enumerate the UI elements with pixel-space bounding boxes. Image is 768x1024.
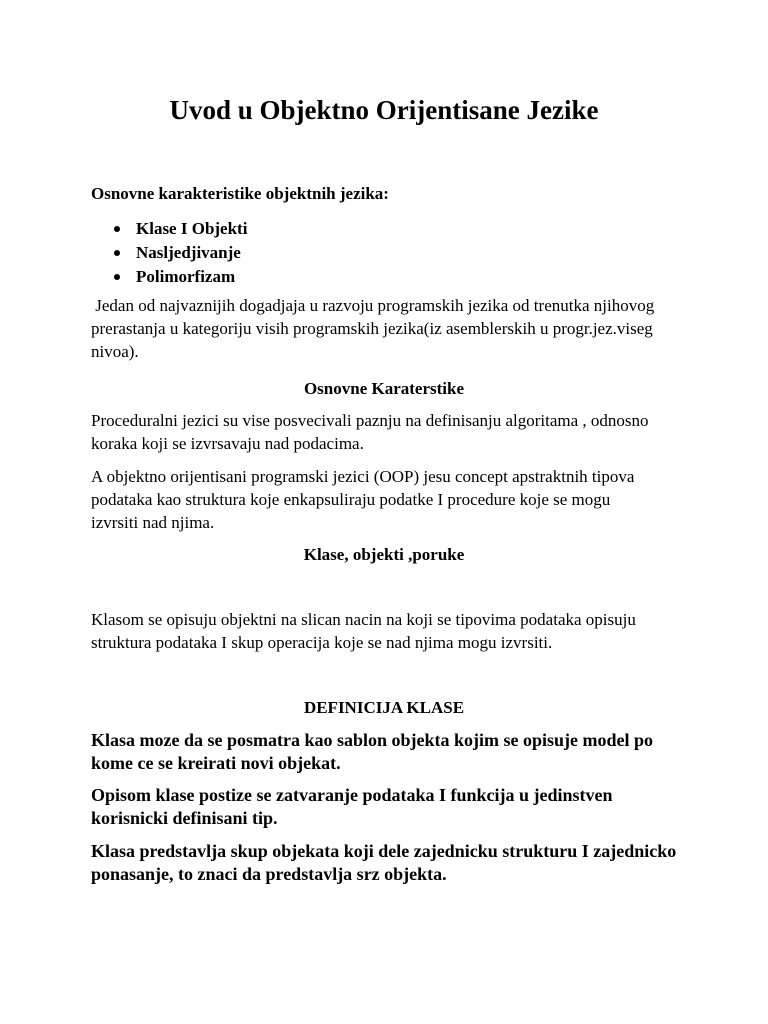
subheading-characteristics: Osnovne karakteristike objektnih jezika: (91, 184, 389, 203)
document-title: Uvod u Objektno Orijentisane Jezike (169, 95, 599, 125)
list-item-label: Nasljedjivanje (136, 243, 241, 262)
definicija-paragraph-2 (91, 784, 691, 830)
paragraph-line: Opisom klase postize se zatvaranje podataka I funkcija u jedinstven (91, 785, 613, 805)
list-item-label: Klase I Objekti (136, 219, 248, 238)
list-item (114, 265, 247, 289)
heading-osnovne-karakteristike: Osnovne Karaterstike (303, 379, 465, 398)
characteristics-list (114, 217, 247, 289)
paragraph-line: Klasom se opisuju objektni na slican nacin na koji se tipovima podataka opisuju (91, 610, 636, 629)
paragraph-line: korisnicki definisani tip. (91, 808, 278, 828)
bullet-icon (114, 274, 120, 280)
paragraph-line: nivoa). (91, 342, 139, 361)
heading-klase-objekti-poruke: Klase, objekti ,poruke (303, 545, 465, 564)
list-item (114, 241, 247, 265)
definicija-paragraph-3 (91, 840, 691, 886)
paragraph-line: Klasa moze da se posmatra kao sablon objekta kojim se opisuje model po (91, 730, 654, 750)
paragraph-line: kome ce se kreirati novi objekat. (91, 753, 341, 773)
paragraph-line: A objektno orijentisani programski jezici (OOP) jesu concept apstraktnih tipova (91, 467, 635, 486)
paragraph-line: podataka kao struktura koje enkapsuliraju podatke I procedure koje se mogu (91, 490, 611, 509)
bullet-icon (114, 250, 120, 256)
paragraph-line: koraka koji se izvrsavaju nad podacima. (91, 434, 364, 453)
paragraph-line: Klasa predstavlja skup objekata koji dele zajednicku strukturu I zajednicko (91, 841, 677, 861)
paragraph-line: struktura podataka I skup operacija koje se nad njima mogu izvrsiti. (91, 633, 553, 652)
klasom-paragraph (91, 608, 691, 654)
paragraph-line: prerastanja u kategoriju visih programskih jezika(iz asemblerskih u progr.jez.viseg (91, 319, 653, 338)
paragraph-line: ponasanje, to znaci da predstavlja srz objekta. (91, 864, 447, 884)
paragraph-line: izvrsiti nad njima. (91, 513, 215, 532)
list-item-label: Polimorfizam (136, 267, 236, 286)
paragraph-line: Proceduralni jezici su vise posvecivali paznju na definisanju algoritama , odnosno (91, 411, 649, 430)
list-item (114, 217, 247, 241)
paragraph-line: Jedan od najvaznijih dogadjaja u razvoju programskih jezika od trenutka njihovog (91, 296, 655, 315)
oop-paragraph (91, 465, 691, 534)
intro-paragraph (91, 294, 691, 363)
proceduralni-paragraph (91, 409, 691, 455)
bullet-icon (114, 226, 120, 232)
definicija-paragraph-1 (91, 729, 691, 775)
heading-definicija-klase: DEFINICIJA KLASE (303, 698, 465, 717)
